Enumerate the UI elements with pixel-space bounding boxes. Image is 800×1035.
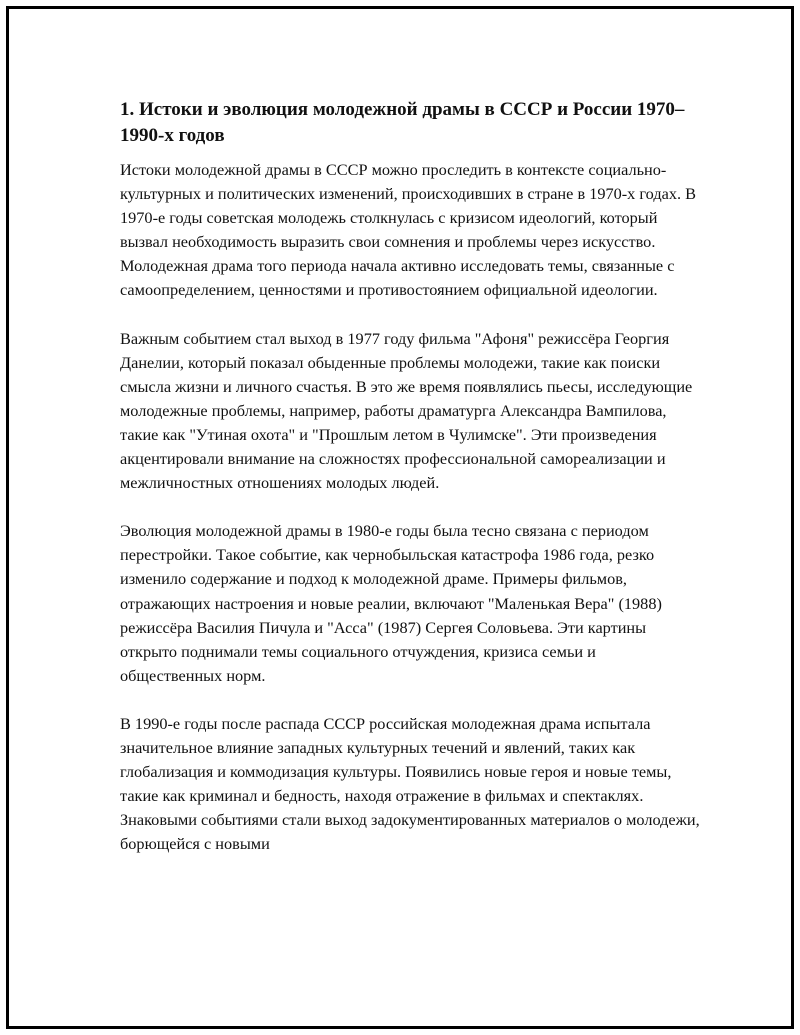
- paragraph-2: Важным событием стал выход в 1977 году фильма "Афоня" режиссёра Георгия Данелии, который показал обыденные проблемы молодежи, такие как поиски смысла жизни и личного счастья. В это же время появлялись пьесы, исследующие молодежные проблемы, например, работы драматурга Александра Вампилова, такие как "Утиная охота" и "Прошлым летом в Чулимске". Эти произведения акцентировали внимание на сложностях профессиональной самореализации и межличностных отношениях молодых людей.: [120, 328, 693, 493]
- section-title: 1. Истоки и эволюция молодежной драмы в СССР и России 1970–1990-х годов: [120, 99, 685, 146]
- paragraph-1: Истоки молодежной драмы в СССР можно проследить в контексте социально-культурных и политических изменений, происходивших в стране в 1970-х годах. В 1970-е годы советская молодежь столкнулась с кризисом идеологий, который вызвал необходимость выразить свои сомнения и проблемы через искусство. Молодежная драма того периода начала активно исследовать темы, связанные с самоопределением, ценностями и противостоянием официальной идеологии.: [120, 160, 696, 300]
- paragraph-4: В 1990-е годы после распада СССР российская молодежная драма испытала значительное влияние западных культурных течений и явлений, таких как глобализация и коммодизация культуры. Появились новые героя и новые темы, такие как криминал и бедность, находя отражение в фильмах и спектаклях. Знаковыми событиями стали выход задокументированных материалов о молодежи, борющейся с новыми: [120, 713, 700, 854]
- paragraph-3: Эволюция молодежной драмы в 1980-е годы была тесно связана с периодом перестройки. Такое событие, как чернобыльская катастрофа 1986 года, резко изменило содержание и подход к молодежной драме. Примеры фильмов, отражающих настроения и новые реалии, включают "Маленькая Вера" (1988) режиссёра Василия Пичула и "Асса" (1987) Сергея Соловьева. Эти картины открыто поднимали темы социального отчуждения, кризиса семьи и общественных норм.: [120, 521, 662, 685]
- document-body: [120, 97, 700, 880]
- page-frame: [6, 6, 794, 1029]
